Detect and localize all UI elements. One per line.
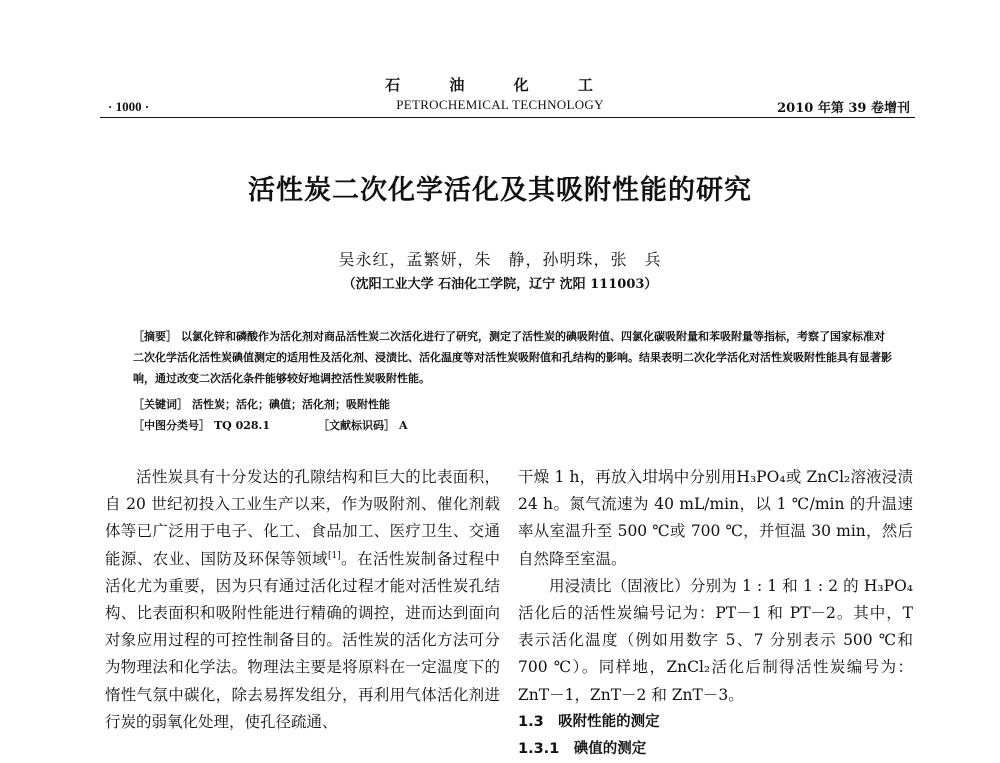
body-column-right bbox=[518, 464, 913, 763]
clc-label: ［中图分类号］ bbox=[133, 419, 210, 432]
body-paragraph bbox=[105, 464, 500, 736]
keywords bbox=[133, 394, 893, 415]
clc-value: TQ 028.1 bbox=[214, 419, 271, 432]
doc-code-value: A bbox=[399, 419, 408, 432]
body-paragraph: 干燥 1 h，再放入坩埚中分别用H₃PO₄或 ZnCl₂溶液浸渍24 h。氮气流速为 40 mL/min，以 1 ℃/min 的升温速率从室温升至 500 ℃或 700 ℃，并恒温 30 min，然后自然降至室温。 bbox=[518, 468, 913, 568]
author-list: 吴永红，孟繁妍，朱 静，孙明珠，张 兵 bbox=[338, 250, 662, 269]
journal-title-en: PETROCHEMICAL TECHNOLOGY bbox=[396, 97, 604, 112]
issue-label: 2010 年第 39 卷增刊 bbox=[777, 101, 910, 116]
reference-marker[interactable]: [1] bbox=[327, 550, 341, 561]
affiliation: （沈阳工业大学 石油化工学院，辽宁 沈阳 111003） bbox=[342, 277, 658, 292]
keywords-label: ［关键词］ bbox=[133, 398, 188, 411]
subsection-heading: 1.3.1 碘值的测定 bbox=[518, 741, 647, 758]
body-column-left bbox=[105, 464, 500, 736]
abstract bbox=[133, 326, 893, 389]
section-heading: 1.3 吸附性能的测定 bbox=[518, 713, 660, 730]
keywords-text: 活性炭；活化；碘值；活化剂；吸附性能 bbox=[192, 398, 390, 411]
abstract-text: 以氯化锌和磷酸作为活化剂对商品活性炭二次活化进行了研究，测定了活性炭的碘吸附值、四氯化碳吸附量和苯吸附量等指标，考察了国家标准对二次化学活化活性炭碘值测定的适用性及活化剂、浸渍比、活化温度等对活性炭吸附值和孔结构的影响。结果表明二次化学活化对活性炭吸附性能具有显著影响，通过改变二次活化条件能够较好地调控活性炭吸附性能。 bbox=[133, 330, 892, 385]
classification bbox=[133, 415, 893, 436]
journal-title-cn: 石 油 化 工 bbox=[385, 76, 615, 94]
header-rule bbox=[100, 117, 915, 118]
page-number: · 1000 · bbox=[108, 99, 150, 114]
doc-code-label: ［文献标识码］ bbox=[318, 419, 396, 432]
abstract-label: ［摘要］ bbox=[133, 330, 177, 343]
paper-title: 活性炭二次化学活化及其吸附性能的研究 bbox=[248, 175, 752, 206]
body-text: 活性炭具有十分发达的孔隙结构和巨大的比表面积，自 20 世纪初投入工业生产以来，作为吸附剂、催化剂载体等已广泛用于电子、化工、食品加工、医疗卫生、交通能源、农业、国防及环保等领域 bbox=[105, 468, 500, 568]
body-text: 。在活性炭制备过程中活化尤为重要，因为只有通过活化过程才能对活性炭孔结构、比表面积和吸附性能进行精确的调控，进而达到面向对象应用过程的可控性制备目的。活性炭的活化方法可分为物理法和化学法。物理法主要是将原料在一定温度下的惰性气氛中碳化，除去易挥发组分，再利用气体活化剂进行炭的弱氧化处理，使孔径疏通、 bbox=[105, 549, 500, 731]
body-paragraph: 用浸渍比（固液比）分别为 1 : 1 和 1 : 2 的 H₃PO₄活化后的活性炭编号记为：PT－1 和 PT－2。其中，T 表示活化温度（例如用数字 5、7 分别表示 500 ℃和 700 ℃）。同样地，ZnCl₂活化后制得活性炭编号为：ZnT－1，ZnT－2 和 ZnT－3。 bbox=[518, 576, 913, 704]
